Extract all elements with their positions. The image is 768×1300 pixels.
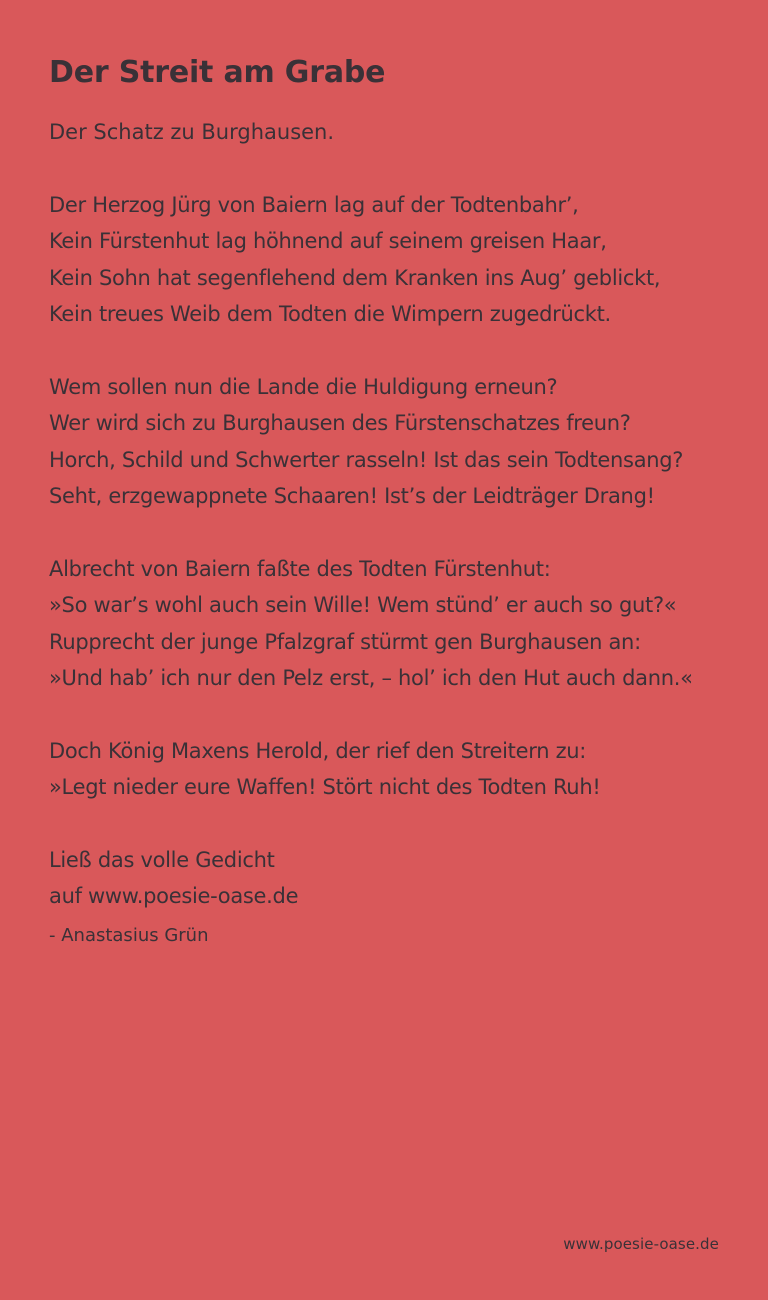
read-more-line: Ließ das volle Gedicht	[49, 848, 275, 873]
verse-line: Kein treues Weib dem Todten die Wimpern zugedrückt.	[49, 302, 611, 327]
verse-line: Wer wird sich zu Burghausen des Fürstenschatzes freun?	[49, 411, 631, 436]
verse-line: Wem sollen nun die Lande die Huldigung erneun?	[49, 374, 558, 399]
verse-line: »Und hab’ ich nur den Pelz erst, – hol’ ich den Hut auch dann.«	[49, 666, 693, 691]
verse-line: Kein Sohn hat segenflehend dem Kranken ins Aug’ geblickt,	[49, 265, 661, 290]
verse-line: Rupprecht der junge Pfalzgraf stürmt gen Burghausen an:	[49, 629, 641, 654]
stanza-2	[49, 369, 729, 515]
stanza-4	[49, 733, 729, 806]
verse-line: Der Herzog Jürg von Baiern lag auf der Todtenbahr’,	[49, 192, 579, 217]
poem-card	[49, 52, 729, 951]
poem-title: Der Streit am Grabe	[49, 55, 386, 90]
verse-line: Doch König Maxens Herold, der rief den Streitern zu:	[49, 738, 587, 763]
read-more-link[interactable]: auf www.poesie-oase.de	[49, 884, 299, 909]
verse-line: Seht, erzgewappnete Schaaren! Ist’s der Leidträger Drang!	[49, 484, 655, 509]
poem-subtitle: Der Schatz zu Burghausen.	[49, 120, 335, 144]
verse-line: Kein Fürstenhut lag höhnend auf seinem greisen Haar,	[49, 229, 607, 254]
verse-line: Horch, Schild und Schwerter rasseln! Ist das sein Todtensang?	[49, 447, 684, 472]
read-more-note	[49, 842, 729, 915]
stanza-3	[49, 551, 729, 697]
stanza-1	[49, 187, 729, 333]
verse-line: »So war’s wohl auch sein Wille! Wem stünd’ er auch so gut?«	[49, 593, 677, 618]
site-watermark: www.poesie-oase.de	[563, 1235, 719, 1253]
verse-line: »Legt nieder eure Waffen! Stört nicht des Todten Ruh!	[49, 775, 601, 800]
poem-author: - Anastasius Grün	[49, 924, 209, 946]
verse-line: Albrecht von Baiern faßte des Todten Fürstenhut:	[49, 556, 551, 581]
